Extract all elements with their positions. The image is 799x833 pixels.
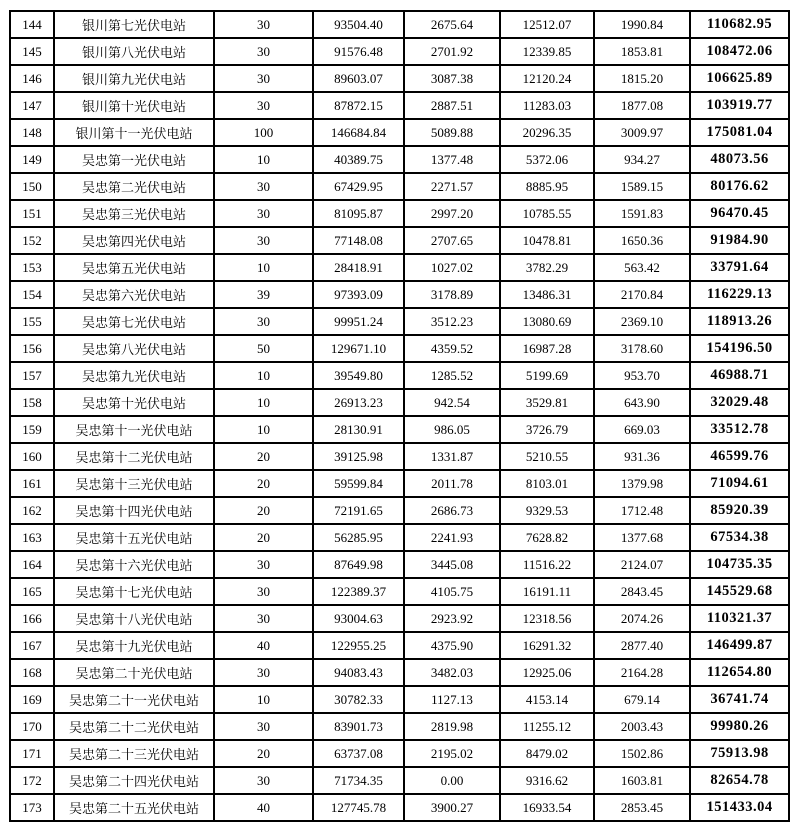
table-cell: 643.90: [594, 389, 690, 416]
table-cell: 20296.35: [500, 119, 594, 146]
table-row: [10, 443, 789, 470]
table-cell: 146499.87: [690, 632, 789, 659]
table-cell: 30: [214, 713, 313, 740]
table-cell: 2997.20: [404, 200, 500, 227]
table-cell: 32029.48: [690, 389, 789, 416]
table-row: [10, 254, 789, 281]
table-cell: 2887.51: [404, 92, 500, 119]
table-cell: 3726.79: [500, 416, 594, 443]
table-cell: 155: [10, 308, 54, 335]
table-cell: 4153.14: [500, 686, 594, 713]
table-cell: 71094.61: [690, 470, 789, 497]
table-cell: 吴忠第二十四光伏电站: [54, 767, 214, 794]
table-cell: 80176.62: [690, 173, 789, 200]
table-cell: 67534.38: [690, 524, 789, 551]
table-cell: 1650.36: [594, 227, 690, 254]
table-row: [10, 335, 789, 362]
table-cell: 1877.08: [594, 92, 690, 119]
table-cell: 银川第九光伏电站: [54, 65, 214, 92]
table-cell: 2271.57: [404, 173, 500, 200]
table-cell: 2369.10: [594, 308, 690, 335]
table-row: [10, 146, 789, 173]
table-cell: 150: [10, 173, 54, 200]
table-cell: 116229.13: [690, 281, 789, 308]
table-cell: 99980.26: [690, 713, 789, 740]
table-cell: 吴忠第十五光伏电站: [54, 524, 214, 551]
table-cell: 3900.27: [404, 794, 500, 821]
table-cell: 1990.84: [594, 11, 690, 38]
table-cell: 151: [10, 200, 54, 227]
table-cell: 152: [10, 227, 54, 254]
table-cell: 吴忠第十八光伏电站: [54, 605, 214, 632]
table-cell: 吴忠第二光伏电站: [54, 173, 214, 200]
table-cell: 16291.32: [500, 632, 594, 659]
table-cell: 48073.56: [690, 146, 789, 173]
table-cell: 吴忠第十三光伏电站: [54, 470, 214, 497]
table-row: [10, 713, 789, 740]
table-cell: 85920.39: [690, 497, 789, 524]
table-cell: 127745.78: [313, 794, 404, 821]
table-cell: 154: [10, 281, 54, 308]
table-cell: 12925.06: [500, 659, 594, 686]
table-row: [10, 659, 789, 686]
table-cell: 1127.13: [404, 686, 500, 713]
table-cell: 2853.45: [594, 794, 690, 821]
table-cell: 9316.62: [500, 767, 594, 794]
table-cell: 1591.83: [594, 200, 690, 227]
table-cell: 1815.20: [594, 65, 690, 92]
table-cell: 147: [10, 92, 54, 119]
table-cell: 银川第十光伏电站: [54, 92, 214, 119]
table-cell: 161: [10, 470, 54, 497]
table-cell: 81095.87: [313, 200, 404, 227]
table-cell: 8103.01: [500, 470, 594, 497]
table-cell: 吴忠第二十五光伏电站: [54, 794, 214, 821]
table-cell: 173: [10, 794, 54, 821]
table-row: [10, 200, 789, 227]
table-cell: 83901.73: [313, 713, 404, 740]
table-cell: 20: [214, 470, 313, 497]
table-row: [10, 92, 789, 119]
table-cell: 10: [214, 389, 313, 416]
table-cell: 175081.04: [690, 119, 789, 146]
table-cell: 吴忠第二十光伏电站: [54, 659, 214, 686]
table-cell: 145: [10, 38, 54, 65]
table-cell: 2074.26: [594, 605, 690, 632]
table-cell: 2164.28: [594, 659, 690, 686]
table-cell: 169: [10, 686, 54, 713]
table-cell: 2170.84: [594, 281, 690, 308]
table-cell: 3009.97: [594, 119, 690, 146]
table-cell: 吴忠第一光伏电站: [54, 146, 214, 173]
table-cell: 158: [10, 389, 54, 416]
table-cell: 10: [214, 254, 313, 281]
table-cell: 953.70: [594, 362, 690, 389]
table-cell: 5199.69: [500, 362, 594, 389]
table-cell: 10: [214, 146, 313, 173]
table-row: [10, 362, 789, 389]
table-row: [10, 686, 789, 713]
table-cell: 16191.11: [500, 578, 594, 605]
table-cell: 5210.55: [500, 443, 594, 470]
table-cell: 2124.07: [594, 551, 690, 578]
table-cell: 16933.54: [500, 794, 594, 821]
table-cell: 银川第十一光伏电站: [54, 119, 214, 146]
table-cell: 30: [214, 200, 313, 227]
table-cell: 30: [214, 578, 313, 605]
table-row: [10, 470, 789, 497]
table-body: [10, 11, 789, 821]
table-cell: 72191.65: [313, 497, 404, 524]
table-cell: 30: [214, 92, 313, 119]
table-cell: 4375.90: [404, 632, 500, 659]
table-cell: 30: [214, 605, 313, 632]
table-cell: 2877.40: [594, 632, 690, 659]
table-cell: 112654.80: [690, 659, 789, 686]
table-cell: 11516.22: [500, 551, 594, 578]
table-cell: 3482.03: [404, 659, 500, 686]
table-cell: 46988.71: [690, 362, 789, 389]
table-cell: 2923.92: [404, 605, 500, 632]
table-cell: 1285.52: [404, 362, 500, 389]
table-cell: 122389.37: [313, 578, 404, 605]
table-cell: 28130.91: [313, 416, 404, 443]
table-cell: 33512.78: [690, 416, 789, 443]
table-cell: 164: [10, 551, 54, 578]
table-cell: 104735.35: [690, 551, 789, 578]
table-cell: 1502.86: [594, 740, 690, 767]
table-cell: 2675.64: [404, 11, 500, 38]
table-cell: 172: [10, 767, 54, 794]
table-cell: 50: [214, 335, 313, 362]
table-cell: 2241.93: [404, 524, 500, 551]
table-cell: 39549.80: [313, 362, 404, 389]
table-cell: 4359.52: [404, 335, 500, 362]
table-cell: 10: [214, 416, 313, 443]
table-cell: 12120.24: [500, 65, 594, 92]
table-cell: 11255.12: [500, 713, 594, 740]
table-cell: 91576.48: [313, 38, 404, 65]
table-cell: 5089.88: [404, 119, 500, 146]
table-cell: 159: [10, 416, 54, 443]
table-cell: 2686.73: [404, 497, 500, 524]
table-row: [10, 524, 789, 551]
table-cell: 20: [214, 740, 313, 767]
table-cell: 1589.15: [594, 173, 690, 200]
table-cell: 7628.82: [500, 524, 594, 551]
table-row: [10, 497, 789, 524]
table-cell: 吴忠第十九光伏电站: [54, 632, 214, 659]
table-cell: 63737.08: [313, 740, 404, 767]
table-cell: 122955.25: [313, 632, 404, 659]
table-cell: 118913.26: [690, 308, 789, 335]
table-row: [10, 38, 789, 65]
table-cell: 30: [214, 308, 313, 335]
table-row: [10, 551, 789, 578]
table-cell: 160: [10, 443, 54, 470]
table-cell: 168: [10, 659, 54, 686]
table-cell: 162: [10, 497, 54, 524]
table-cell: 2195.02: [404, 740, 500, 767]
table-cell: 2003.43: [594, 713, 690, 740]
table-cell: 1331.87: [404, 443, 500, 470]
table-cell: 30: [214, 11, 313, 38]
table-row: [10, 605, 789, 632]
table-cell: 3178.89: [404, 281, 500, 308]
table-cell: 934.27: [594, 146, 690, 173]
table-cell: 银川第八光伏电站: [54, 38, 214, 65]
table-row: [10, 11, 789, 38]
table-cell: 40: [214, 794, 313, 821]
table-cell: 156: [10, 335, 54, 362]
table-cell: 吴忠第六光伏电站: [54, 281, 214, 308]
table-cell: 87649.98: [313, 551, 404, 578]
table-cell: 108472.06: [690, 38, 789, 65]
table-cell: 吴忠第十一光伏电站: [54, 416, 214, 443]
table-row: [10, 119, 789, 146]
table-cell: 154196.50: [690, 335, 789, 362]
table-cell: 166: [10, 605, 54, 632]
table-cell: 171: [10, 740, 54, 767]
table-cell: 20: [214, 497, 313, 524]
table-cell: 167: [10, 632, 54, 659]
table-cell: 20: [214, 443, 313, 470]
table-cell: 40389.75: [313, 146, 404, 173]
table-cell: 吴忠第十二光伏电站: [54, 443, 214, 470]
table-cell: 153: [10, 254, 54, 281]
table-row: [10, 389, 789, 416]
table-row: [10, 281, 789, 308]
table-row: [10, 632, 789, 659]
table-cell: 33791.64: [690, 254, 789, 281]
pv-station-data-table: [9, 10, 790, 822]
table-cell: 吴忠第十四光伏电站: [54, 497, 214, 524]
table-cell: 96470.45: [690, 200, 789, 227]
table-cell: 16987.28: [500, 335, 594, 362]
table-cell: 146: [10, 65, 54, 92]
table-cell: 1712.48: [594, 497, 690, 524]
table-cell: 100: [214, 119, 313, 146]
table-cell: 77148.08: [313, 227, 404, 254]
table-cell: 151433.04: [690, 794, 789, 821]
table-cell: 1603.81: [594, 767, 690, 794]
table-cell: 91984.90: [690, 227, 789, 254]
table-row: [10, 173, 789, 200]
table-cell: 157: [10, 362, 54, 389]
table-cell: 59599.84: [313, 470, 404, 497]
table-cell: 吴忠第二十三光伏电站: [54, 740, 214, 767]
table-cell: 149: [10, 146, 54, 173]
table-cell: 30: [214, 38, 313, 65]
table-cell: 2701.92: [404, 38, 500, 65]
table-cell: 170: [10, 713, 54, 740]
table-cell: 36741.74: [690, 686, 789, 713]
table-cell: 110321.37: [690, 605, 789, 632]
table-cell: 10478.81: [500, 227, 594, 254]
table-cell: 1027.02: [404, 254, 500, 281]
table-cell: 28418.91: [313, 254, 404, 281]
table-cell: 吴忠第二十一光伏电站: [54, 686, 214, 713]
table-row: [10, 308, 789, 335]
table-cell: 吴忠第十七光伏电站: [54, 578, 214, 605]
table-cell: 2843.45: [594, 578, 690, 605]
table-cell: 110682.95: [690, 11, 789, 38]
table-cell: 93004.63: [313, 605, 404, 632]
table-cell: 145529.68: [690, 578, 789, 605]
table-cell: 94083.43: [313, 659, 404, 686]
table-cell: 56285.95: [313, 524, 404, 551]
table-cell: 10785.55: [500, 200, 594, 227]
table-row: [10, 65, 789, 92]
table-cell: 163: [10, 524, 54, 551]
table-cell: 75913.98: [690, 740, 789, 767]
table-cell: 30782.33: [313, 686, 404, 713]
table-cell: 吴忠第七光伏电站: [54, 308, 214, 335]
table-cell: 129671.10: [313, 335, 404, 362]
table-row: [10, 740, 789, 767]
table-cell: 30: [214, 173, 313, 200]
table-cell: 97393.09: [313, 281, 404, 308]
table-cell: 89603.07: [313, 65, 404, 92]
table-cell: 吴忠第二十二光伏电站: [54, 713, 214, 740]
table-cell: 1379.98: [594, 470, 690, 497]
table-cell: 吴忠第五光伏电站: [54, 254, 214, 281]
table-cell: 3529.81: [500, 389, 594, 416]
table-cell: 931.36: [594, 443, 690, 470]
table-cell: 12512.07: [500, 11, 594, 38]
table-cell: 148: [10, 119, 54, 146]
table-cell: 吴忠第三光伏电站: [54, 200, 214, 227]
table-cell: 669.03: [594, 416, 690, 443]
table-cell: 30: [214, 767, 313, 794]
table-cell: 679.14: [594, 686, 690, 713]
table-row: [10, 794, 789, 821]
table-cell: 3512.23: [404, 308, 500, 335]
table-cell: 144: [10, 11, 54, 38]
table-cell: 71734.35: [313, 767, 404, 794]
table-cell: 30: [214, 659, 313, 686]
table-cell: 银川第七光伏电站: [54, 11, 214, 38]
table-cell: 3445.08: [404, 551, 500, 578]
table-cell: 3782.29: [500, 254, 594, 281]
table-cell: 10: [214, 362, 313, 389]
table-cell: 3087.38: [404, 65, 500, 92]
table-cell: 5372.06: [500, 146, 594, 173]
table-cell: 99951.24: [313, 308, 404, 335]
table-cell: 26913.23: [313, 389, 404, 416]
table-cell: 13080.69: [500, 308, 594, 335]
table-cell: 87872.15: [313, 92, 404, 119]
table-cell: 吴忠第四光伏电站: [54, 227, 214, 254]
table-cell: 12339.85: [500, 38, 594, 65]
table-cell: 1377.68: [594, 524, 690, 551]
table-cell: 12318.56: [500, 605, 594, 632]
table-cell: 986.05: [404, 416, 500, 443]
table-cell: 106625.89: [690, 65, 789, 92]
table-cell: 39125.98: [313, 443, 404, 470]
table-cell: 2707.65: [404, 227, 500, 254]
table-cell: 3178.60: [594, 335, 690, 362]
table-row: [10, 416, 789, 443]
table-cell: 2819.98: [404, 713, 500, 740]
table-cell: 146684.84: [313, 119, 404, 146]
table-cell: 吴忠第十六光伏电站: [54, 551, 214, 578]
table-cell: 30: [214, 227, 313, 254]
table-cell: 67429.95: [313, 173, 404, 200]
table-cell: 2011.78: [404, 470, 500, 497]
table-cell: 吴忠第十光伏电站: [54, 389, 214, 416]
table-cell: 10: [214, 686, 313, 713]
table-cell: 13486.31: [500, 281, 594, 308]
table-row: [10, 227, 789, 254]
table-cell: 8885.95: [500, 173, 594, 200]
table-cell: 11283.03: [500, 92, 594, 119]
table-row: [10, 767, 789, 794]
table-cell: 942.54: [404, 389, 500, 416]
table-cell: 20: [214, 524, 313, 551]
table-cell: 吴忠第九光伏电站: [54, 362, 214, 389]
table-cell: 9329.53: [500, 497, 594, 524]
table-cell: 8479.02: [500, 740, 594, 767]
table-cell: 82654.78: [690, 767, 789, 794]
table-cell: 4105.75: [404, 578, 500, 605]
table-cell: 93504.40: [313, 11, 404, 38]
table-cell: 46599.76: [690, 443, 789, 470]
table-cell: 103919.77: [690, 92, 789, 119]
table-row: [10, 578, 789, 605]
table-cell: 165: [10, 578, 54, 605]
table-cell: 30: [214, 65, 313, 92]
table-cell: 0.00: [404, 767, 500, 794]
table-cell: 563.42: [594, 254, 690, 281]
table-cell: 1377.48: [404, 146, 500, 173]
table-cell: 1853.81: [594, 38, 690, 65]
table-cell: 40: [214, 632, 313, 659]
table-cell: 39: [214, 281, 313, 308]
table-cell: 30: [214, 551, 313, 578]
table-cell: 吴忠第八光伏电站: [54, 335, 214, 362]
